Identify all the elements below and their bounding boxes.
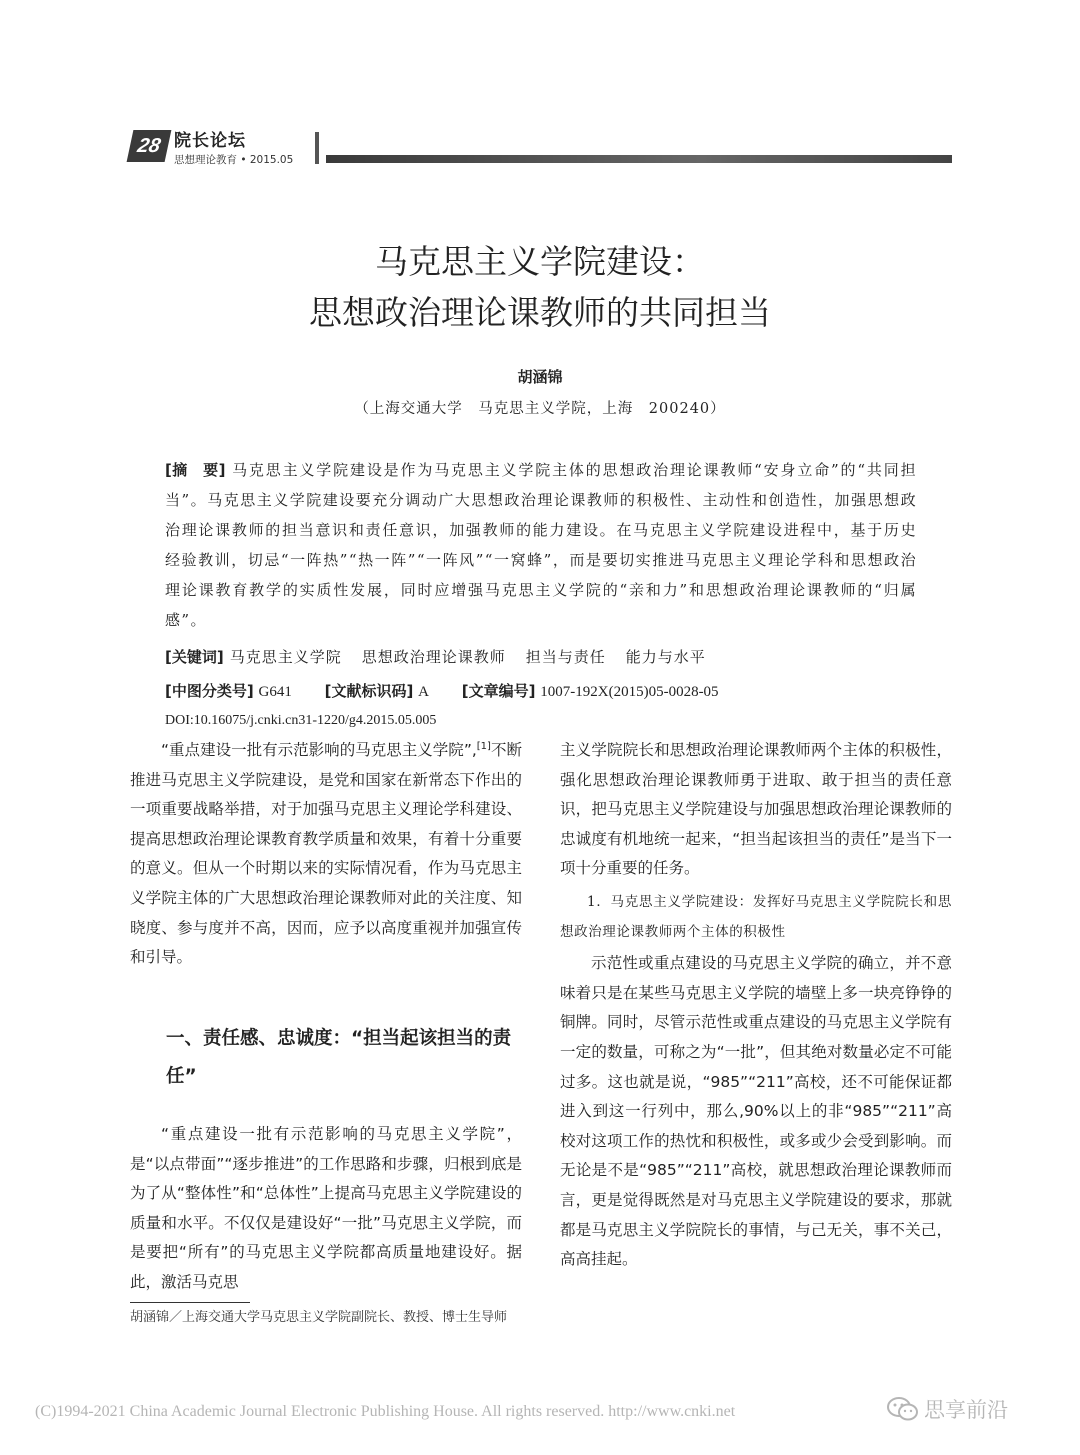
subsection-heading: 1．马克思主义学院建设：发挥好马克思主义学院院长和思想政治理论课教师两个主体的积极性: [560, 893, 952, 940]
watermark-text: 思享前沿: [924, 1398, 1008, 1422]
right-column: [560, 736, 952, 1275]
paragraph: 示范性或重点建设的马克思主义学院的确立，并不意味着只是在某些马克思主义学院的墙壁上多一块亮铮铮的铜牌。同时，尽管示范性或重点建设的马克思主义学院有一定的数量，可称之为“一批”，但其绝对数量必定不可能过多。这也就是说，“985”“211”高校，还不可能保证都进入到这一行列中，那么,90%以上的非“985”“211”高校对这项工作的热忱和积极性，或多或少会受到影响。而无论是不是“985”“211”高校，就思想政治理论课教师而言，更是觉得既然是对马克思主义学院建设的要求，那就都是马克思主义学院院长的事情，与己无关，事不关己，高高挂起。: [560, 954, 952, 1269]
clc-label: [中图分类号]: [165, 682, 254, 700]
doc-code-value: A: [418, 684, 429, 700]
keyword-item: 担当与责任: [525, 648, 606, 666]
watermark: [886, 1394, 1008, 1424]
reference-marker: [1]: [476, 740, 491, 752]
paragraph: [130, 736, 522, 973]
left-column-intro: [130, 736, 522, 973]
header-bar: [326, 155, 952, 163]
left-column-section: [130, 1120, 522, 1298]
copyright-notice: (C)1994-2021 China Academic Journal Electronic Publishing House. All rights reserved. http://www.cnki.net: [35, 1403, 736, 1420]
doi: DOI:10.16075/j.cnki.cn31-1220/g4.2015.05.005: [165, 713, 437, 728]
classification-line: [165, 680, 719, 701]
article-title-line2: 思想政治理论课教师的共同担当: [309, 293, 771, 332]
doc-code-label: [文献标识码]: [324, 682, 414, 700]
author-name: 胡涵锦: [517, 368, 563, 386]
journal-issue: 思想理论教育 • 2015.05: [174, 154, 294, 166]
paragraph-text: 不断推进马克思主义学院建设，是党和国家在新常态下作出的一项重要战略举措，对于加强马克思主义理论学科建设、提高思想政治理论课教育教学质量和效果，有着十分重要的意义。但从一个时期以来的实际情况看，作为马克思主义学院主体的广大思想政治理论课教师对此的关注度、知晓度、参与度并不高，因而，应予以高度重视并加强宣传和引导。: [130, 741, 522, 967]
abstract: [165, 455, 917, 635]
author-affiliation: （上海交通大学 马克思主义学院，上海 200240）: [354, 401, 726, 417]
page-number: 28: [127, 130, 172, 162]
keyword-item: 思想政治理论课教师: [361, 648, 506, 666]
abstract-text: 马克思主义学院建设是作为马克思主义学院主体的思想政治理论课教师“安身立命”的“共同担当”。马克思主义学院建设要充分调动广大思想政治理论课教师的积极性、主动性和创造性，加强思想政治理论课教师的担当意识和责任意识，加强教师的能力建设。在马克思主义学院建设进程中，基于历史经验教训，切忌“一阵热”“热一阵”“一阵风”“一窝蜂”，而是要切实推进马克思主义理论学科和思想政治理论课教育教学的实质性发展，同时应增强马克思主义学院的“亲和力”和思想政治理论课教师的“归属感”。: [165, 461, 917, 629]
abstract-label: [摘 要]: [165, 461, 226, 479]
article-title-line1: 马克思主义学院建设：: [375, 242, 705, 281]
clc-value: G641: [258, 684, 292, 700]
section-heading: 一、责任感、忠诚度：“担当起该担当的责任”: [166, 1028, 512, 1087]
keywords: [165, 646, 706, 667]
paragraph-text: “重点建设一批有示范影响的马克思主义学院”,: [161, 741, 477, 759]
keywords-label: [关键词]: [165, 648, 224, 666]
keyword-item: 马克思主义学院: [229, 648, 342, 666]
article-number-label: [文章编号]: [461, 682, 536, 700]
paragraph: 主义学院院长和思想政治理论课教师两个主体的积极性，强化思想政治理论课教师勇于进取、敢于担当的责任意识，把马克思主义学院建设与加强思想政治理论课教师的忠诚度有机地统一起来，“担当起该担当的责任”是当下一项十分重要的任务。: [560, 741, 952, 878]
footnote-rule: [130, 1302, 250, 1303]
paragraph: “重点建设一批有示范影响的马克思主义学院”，是“以点带面”“逐步推进”的工作思路和步骤，归根到底是为了从“整体性”和“总体性”上提高马克思主义学院建设的质量和水平。不仅仅是建设好“一批”马克思主义学院，而是要把“所有”的马克思主义学院都高质量地建设好。据此，激活马克思: [130, 1125, 522, 1291]
header-divider: [315, 132, 319, 164]
wechat-icon: [886, 1396, 920, 1422]
keyword-item: 能力与水平: [625, 648, 706, 666]
author-footnote: 胡涵锦／上海交通大学马克思主义学院副院长、教授、博士生导师: [130, 1310, 508, 1325]
column-name: 院长论坛: [174, 131, 246, 151]
article-number-value: 1007-192X(2015)05-0028-05: [540, 684, 719, 700]
